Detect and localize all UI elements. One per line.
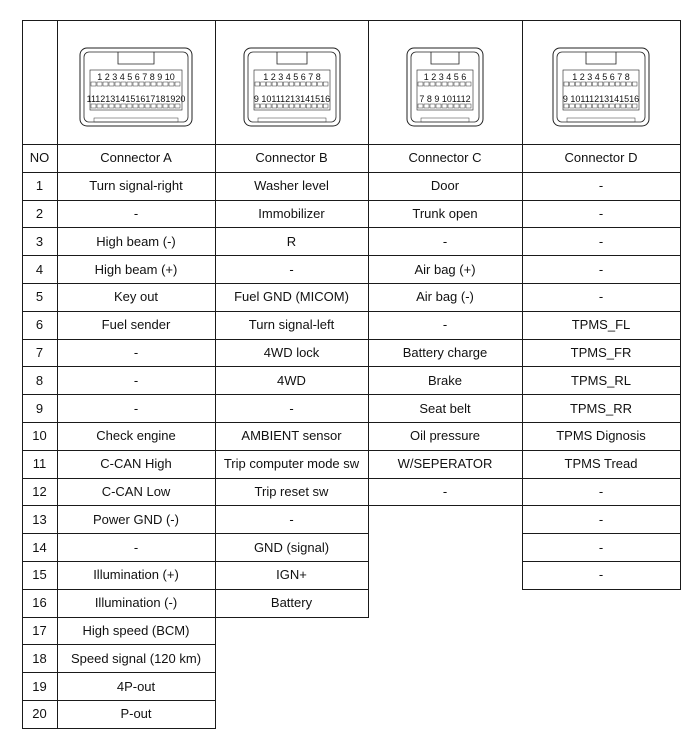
column-divider: [368, 20, 369, 618]
cell-c-1: Door: [430, 178, 460, 194]
row-divider: [215, 561, 369, 562]
cell-c-8: Brake: [428, 372, 462, 388]
cell-d-7: TPMS_FR: [570, 344, 632, 360]
row-divider: [215, 589, 369, 590]
cell-no-20: 20: [32, 706, 47, 722]
row-divider: [22, 505, 58, 506]
cell-b-15: IGN+: [276, 567, 307, 583]
cell-b-13: -: [289, 511, 294, 527]
row-divider: [22, 283, 58, 284]
cell-a-15: Illumination (+): [93, 567, 179, 583]
row-divider: [57, 255, 216, 256]
cell-b-12: Trip reset sw: [254, 483, 329, 499]
row-divider: [57, 422, 216, 423]
cell-a-10: Check engine: [96, 428, 176, 444]
cell-a-4: High beam (+): [94, 261, 178, 277]
row-divider: [57, 644, 216, 645]
cell-no-17: 17: [32, 622, 47, 638]
cell-no-4: 4: [35, 261, 44, 277]
row-divider: [215, 505, 369, 506]
cell-d-4: -: [598, 261, 604, 277]
row-divider: [368, 227, 523, 228]
row-divider: [522, 394, 681, 395]
row-divider: [22, 561, 58, 562]
row-divider: [57, 478, 216, 479]
cell-d-13: -: [598, 511, 604, 527]
cell-d-12: -: [598, 483, 604, 499]
column-divider: [57, 20, 58, 729]
row-divider: [57, 394, 216, 395]
cell-no-16: 16: [32, 595, 47, 611]
connector-pinout-table: [22, 20, 680, 728]
row-divider: [57, 533, 216, 534]
row-divider: [215, 450, 369, 451]
cell-a-9: -: [133, 400, 139, 416]
table-left-border: [22, 20, 23, 729]
cell-c-4: Air bag (+): [414, 261, 476, 277]
cell-a-6: Fuel sender: [101, 317, 171, 333]
row-divider: [215, 478, 369, 479]
row-divider: [22, 533, 58, 534]
cell-b-9: -: [289, 400, 294, 416]
connector-c-top-pins: 1 2 3 4 5 6: [423, 72, 467, 82]
row-divider: [522, 450, 681, 451]
row-divider: [22, 339, 58, 340]
row-divider: [522, 255, 681, 256]
cell-c-3: -: [442, 233, 448, 249]
cell-b-3: R: [286, 233, 297, 249]
row-divider: [57, 339, 216, 340]
row-divider: [22, 478, 58, 479]
row-divider: [522, 533, 681, 534]
cell-a-17: High speed (BCM): [82, 622, 190, 638]
connector-a-top-pins: 1 2 3 4 5 6 7 8 9 10: [97, 72, 175, 82]
cell-a-3: High beam (-): [96, 233, 176, 249]
cell-no-8: 8: [35, 372, 44, 388]
row-divider: [368, 505, 523, 506]
cell-a-18: Speed signal (120 km): [70, 650, 202, 666]
row-divider: [368, 255, 523, 256]
cell-b-14: GND (signal): [253, 539, 330, 555]
cell-d-2: -: [598, 205, 604, 221]
row-divider: [522, 589, 681, 590]
row-divider: [215, 533, 369, 534]
cell-b-5: Fuel GND (MICOM): [234, 289, 349, 305]
row-divider: [22, 255, 58, 256]
cell-no-12: 12: [32, 483, 47, 499]
row-divider: [57, 450, 216, 451]
cell-d-8: TPMS_RL: [571, 372, 631, 388]
row-divider: [215, 283, 369, 284]
cell-a-8: -: [133, 372, 139, 388]
connector-a-bottom-pins: 11121314151617181920: [86, 94, 186, 104]
header-a: Connector A: [100, 150, 172, 166]
connector-c-diagram: [402, 42, 488, 142]
row-divider: [368, 450, 523, 451]
row-divider: [215, 200, 369, 201]
row-divider: [522, 422, 681, 423]
cell-c-12: -: [442, 483, 448, 499]
connector-d-top-pins: 1 2 3 4 5 6 7 8: [572, 72, 630, 82]
cell-d-3: -: [598, 233, 604, 249]
connector-b-diagram: [239, 42, 345, 142]
row-divider: [22, 450, 58, 451]
cell-b-7: 4WD lock: [263, 344, 320, 360]
cell-b-2: Immobilizer: [258, 205, 325, 221]
row-divider: [368, 339, 523, 340]
cell-d-15: -: [598, 567, 604, 583]
row-divider: [22, 672, 58, 673]
image-row-divider: [22, 144, 681, 145]
cell-no-2: 2: [35, 205, 44, 221]
row-divider: [215, 422, 369, 423]
cell-b-1: Washer level: [254, 178, 329, 194]
cell-c-2: Trunk open: [412, 205, 478, 221]
connector-d-diagram: [548, 42, 654, 142]
row-divider: [522, 227, 681, 228]
row-divider: [522, 311, 681, 312]
cell-c-10: Oil pressure: [409, 428, 481, 444]
cell-a-12: C-CAN Low: [101, 483, 171, 499]
cell-a-20: P-out: [120, 706, 152, 722]
row-divider: [522, 505, 681, 506]
row-divider: [215, 227, 369, 228]
row-divider: [215, 366, 369, 367]
row-divider: [22, 394, 58, 395]
cell-a-14: -: [133, 539, 139, 555]
cell-c-11: W/SEPERATOR: [397, 456, 493, 472]
cell-a-1: Turn signal-right: [89, 178, 183, 194]
cell-d-10: TPMS Dignosis: [556, 428, 646, 444]
row-divider: [22, 200, 58, 201]
row-divider: [57, 311, 216, 312]
row-divider: [215, 339, 369, 340]
row-divider: [57, 561, 216, 562]
row-divider: [368, 283, 523, 284]
column-divider: [215, 20, 216, 729]
cell-a-5: Key out: [113, 289, 159, 305]
header-b: Connector B: [255, 150, 328, 166]
cell-a-11: C-CAN High: [100, 456, 172, 472]
row-divider: [57, 200, 216, 201]
header-no: NO: [29, 150, 50, 166]
cell-no-15: 15: [32, 567, 47, 583]
cell-a-19: 4P-out: [116, 678, 156, 694]
row-divider: [522, 478, 681, 479]
cell-b-16: Battery: [270, 595, 313, 611]
connector-b-bottom-pins: 9 10111213141516: [253, 94, 330, 104]
column-divider: [522, 20, 523, 590]
cell-no-19: 19: [32, 678, 47, 694]
row-divider: [57, 366, 216, 367]
header-d: Connector D: [564, 150, 638, 166]
cell-a-13: Power GND (-): [93, 511, 179, 527]
cell-no-11: 11: [32, 456, 47, 472]
header-row-divider: [22, 172, 681, 173]
row-divider: [215, 394, 369, 395]
cell-no-10: 10: [32, 428, 47, 444]
cell-no-3: 3: [35, 233, 44, 249]
connector-d-bottom-pins: 9 10111213141516: [562, 94, 640, 104]
cell-c-7: Battery charge: [402, 344, 488, 360]
cell-b-10: AMBIENT sensor: [241, 428, 342, 444]
cell-d-6: TPMS_FL: [571, 317, 631, 333]
row-divider: [522, 339, 681, 340]
cell-d-9: TPMS_RR: [569, 400, 633, 416]
row-divider: [215, 617, 369, 618]
row-divider: [22, 227, 58, 228]
connector-a-diagram: [75, 42, 197, 142]
connector-c-bottom-pins: 7 8 9 101112: [419, 94, 471, 104]
cell-b-11: Trip computer mode sw: [223, 456, 360, 472]
row-divider: [57, 589, 216, 590]
cell-b-6: Turn signal-left: [248, 317, 335, 333]
row-divider: [57, 728, 216, 729]
row-divider: [522, 200, 681, 201]
cell-no-5: 5: [35, 289, 44, 305]
row-divider: [22, 728, 58, 729]
cell-d-1: -: [598, 178, 604, 194]
row-divider: [215, 255, 369, 256]
row-divider: [57, 283, 216, 284]
row-divider: [215, 311, 369, 312]
cell-no-18: 18: [32, 650, 47, 666]
cell-c-6: -: [442, 317, 448, 333]
cell-c-5: Air bag (-): [416, 289, 474, 305]
cell-d-11: TPMS Tread: [564, 456, 638, 472]
cell-d-14: -: [598, 539, 604, 555]
row-divider: [368, 478, 523, 479]
row-divider: [22, 589, 58, 590]
cell-a-2: -: [133, 205, 139, 221]
cell-a-16: Illumination (-): [94, 595, 178, 611]
row-divider: [368, 200, 523, 201]
row-divider: [522, 283, 681, 284]
row-divider: [57, 505, 216, 506]
cell-a-7: -: [133, 344, 139, 360]
header-c: Connector C: [408, 150, 482, 166]
row-divider: [22, 644, 58, 645]
row-divider: [368, 422, 523, 423]
cell-no-14: 14: [32, 539, 47, 555]
row-divider: [57, 700, 216, 701]
cell-no-6: 6: [35, 317, 44, 333]
cell-no-13: 13: [32, 511, 47, 527]
cell-d-5: -: [598, 289, 604, 305]
cell-no-9: 9: [35, 400, 44, 416]
cell-c-9: Seat belt: [419, 400, 471, 416]
row-divider: [368, 311, 523, 312]
row-divider: [22, 311, 58, 312]
row-divider: [22, 422, 58, 423]
row-divider: [57, 617, 216, 618]
connector-b-top-pins: 1 2 3 4 5 6 7 8: [262, 72, 321, 82]
row-divider: [522, 366, 681, 367]
row-divider: [22, 700, 58, 701]
cell-no-1: 1: [35, 178, 44, 194]
row-divider: [368, 394, 523, 395]
table-top-border: [22, 20, 681, 21]
row-divider: [368, 366, 523, 367]
row-divider: [57, 672, 216, 673]
row-divider: [57, 227, 216, 228]
cell-b-4: -: [289, 261, 294, 277]
row-divider: [22, 617, 58, 618]
row-divider: [522, 561, 681, 562]
row-divider: [22, 366, 58, 367]
cell-no-7: 7: [35, 344, 44, 360]
cell-b-8: 4WD: [277, 372, 306, 388]
table-right-border: [680, 20, 681, 590]
